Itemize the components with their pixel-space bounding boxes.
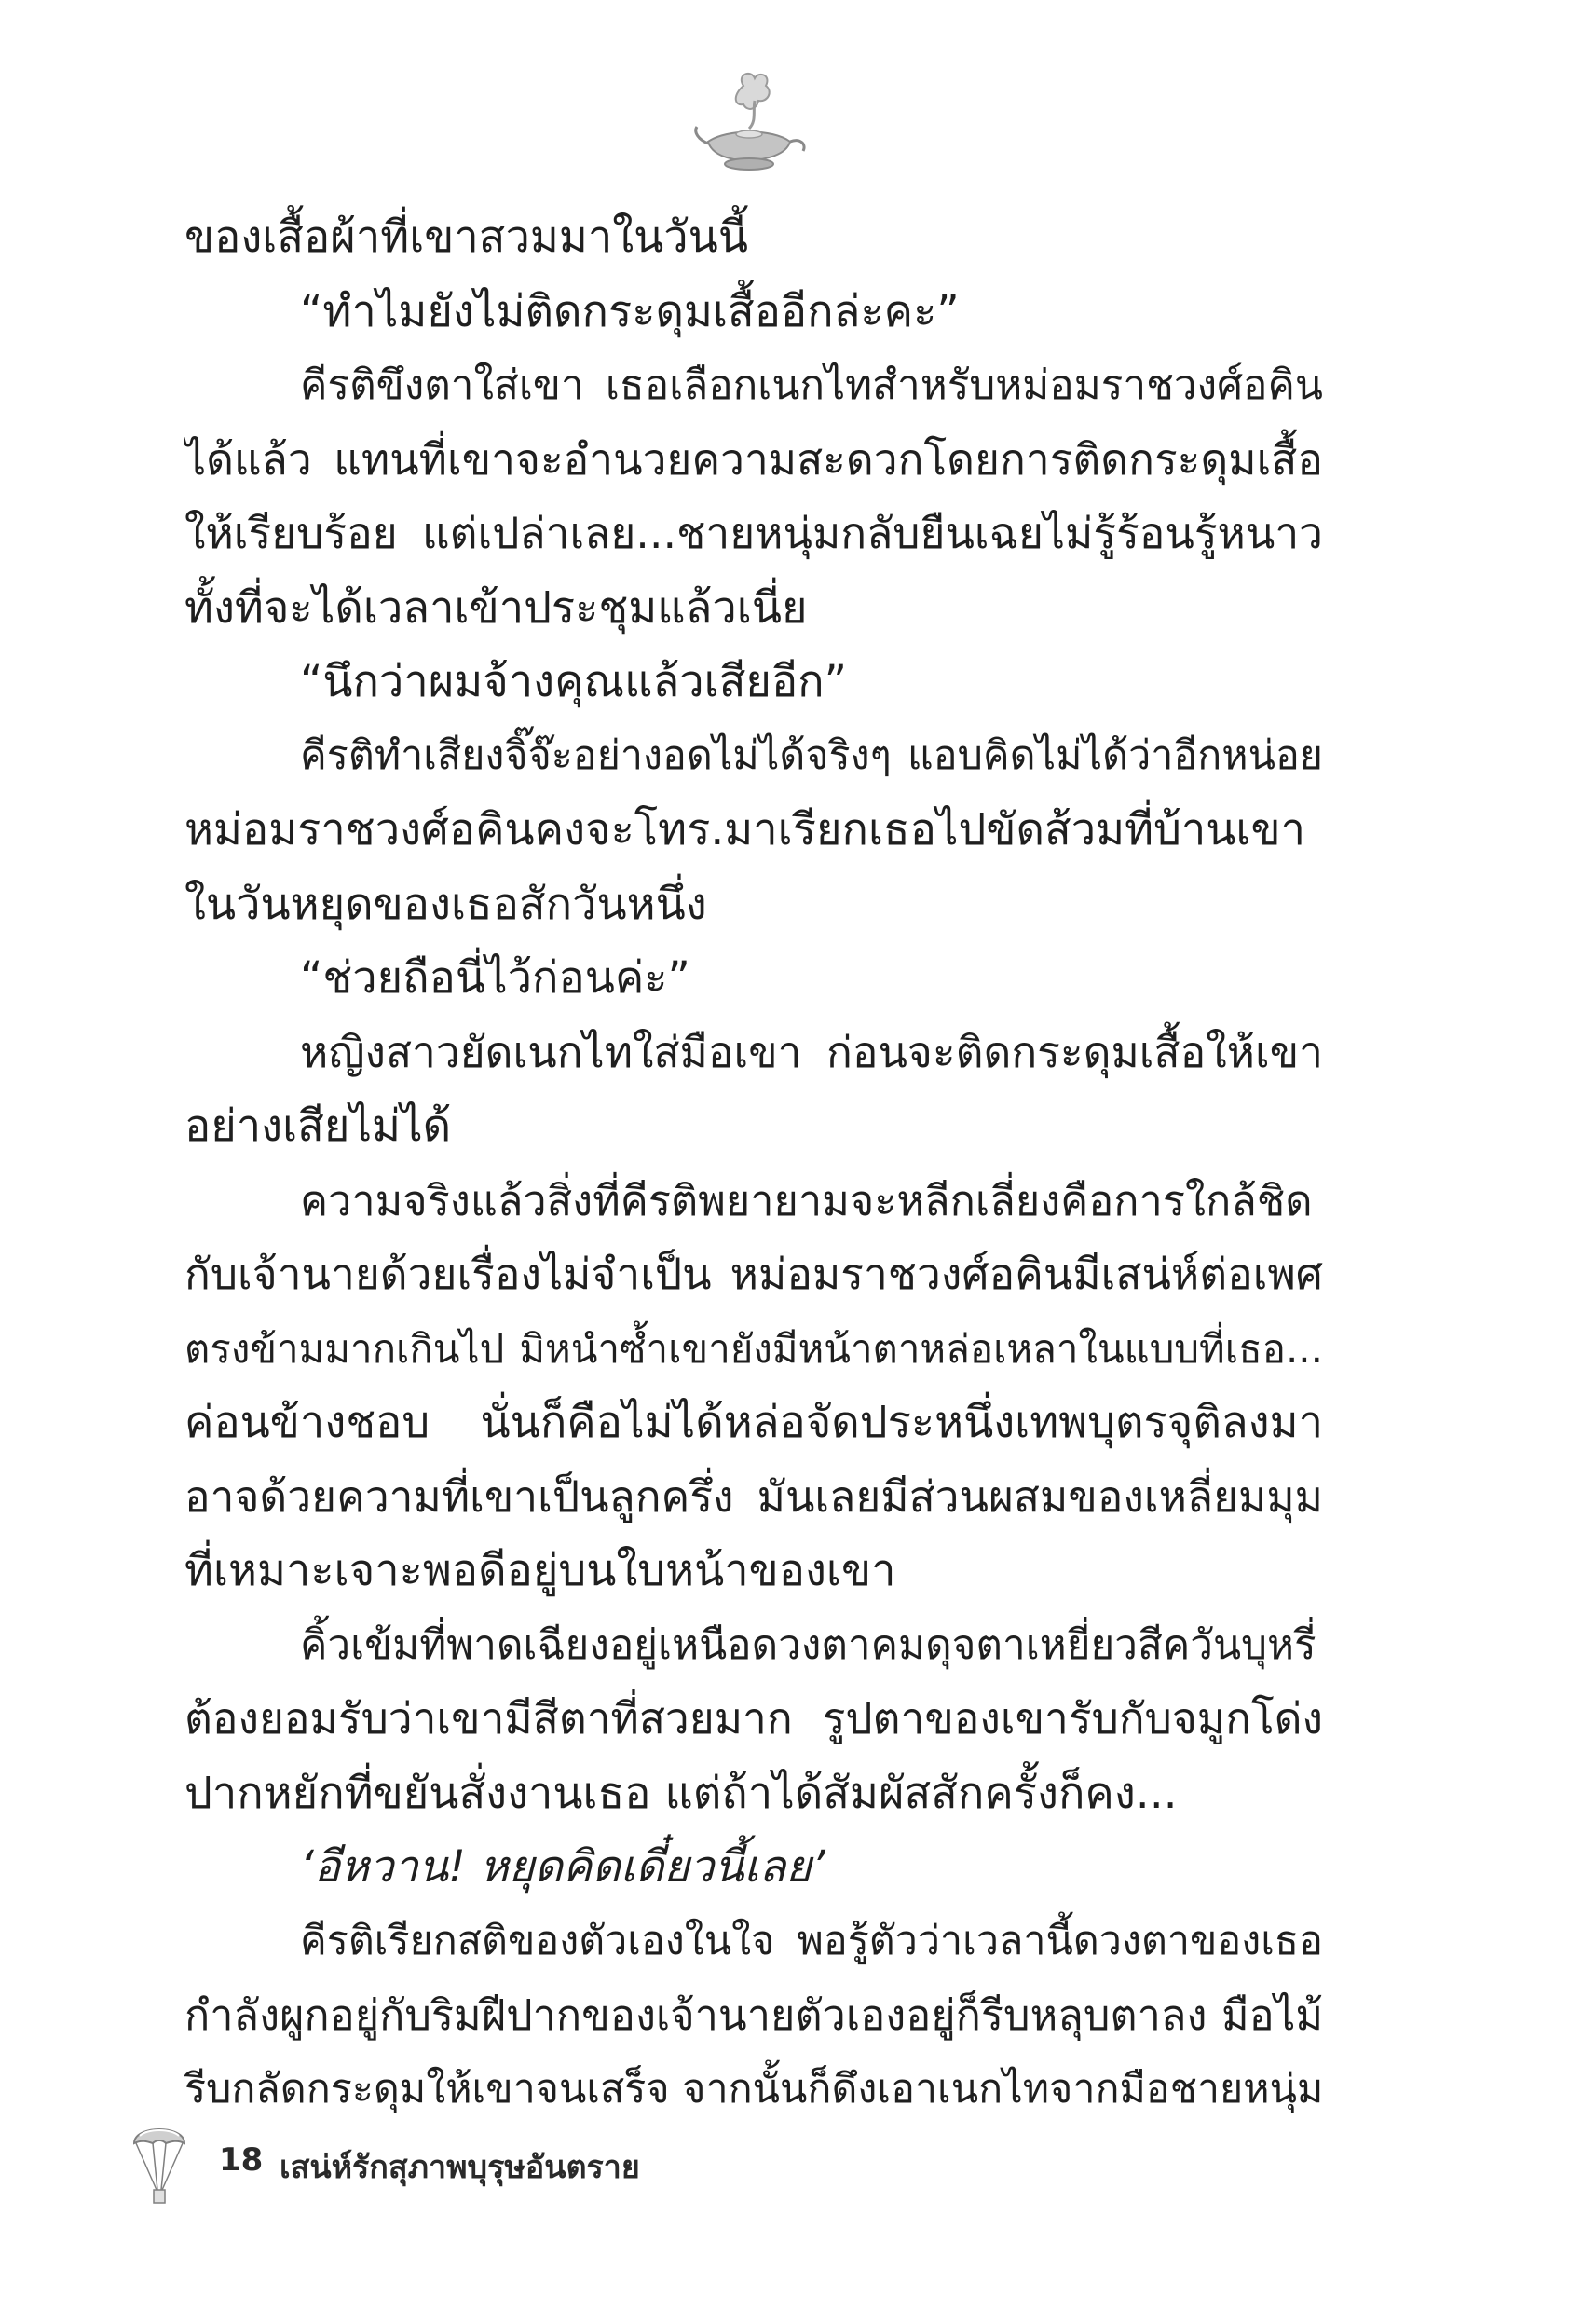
text-line: ของเสื้อผ้าที่เขาสวมมาในวันนี้ (184, 212, 748, 263)
body-text (184, 200, 1323, 2126)
text-line: ความจริงแล้วสิ่งที่คีรติพยายามจะหลีกเลี่ยงคือการใกล้ชิด (300, 1175, 1313, 1225)
text-line: ทั้งที่จะได้เวลาเข้าประชุมแล้วเนี่ย (184, 581, 808, 634)
text-line: “ช่วยถือนี่ไว้ก่อนค่ะ” (300, 952, 690, 1004)
parachute-icon (130, 2115, 188, 2218)
text-line: ที่เหมาะเจาะพอดีอยู่บนใบหน้าของเขา (184, 1545, 896, 1596)
text-line: ตรงข้ามมากเกินไป มิหนำซ้ำเขายังมีหน้าตาหล่อเหลาในแบบที่เธอ... (184, 1325, 1323, 1372)
text-line: กำลังผูกอยู่กับริมฝีปากของเจ้านายตัวเองอยู่ก็รีบหลุบตาลง มือไม้ (184, 1990, 1323, 2040)
page-number: 18 (219, 2141, 264, 2179)
text-line: คิ้วเข้มที่พาดเฉียงอยู่เหนือดวงตาคมดุจตาเหยี่ยวสีควันบุหรี่ (300, 1620, 1316, 1669)
text-line: หญิงสาวยัดเนกไทใส่มือเขา ก่อนจะติดกระดุมเสื้อให้เขา (300, 1026, 1323, 1077)
text-line: ต้องยอมรับว่าเขามีสีตาที่สวยมาก รูปตาของเขารับกับจมูกโด่ง (184, 1693, 1323, 1744)
text-line: ได้แล้ว แทนที่เขาจะอำนวยความสะดวกโดยการติดกระดุมเสื้อ (184, 433, 1323, 485)
text-line: กับเจ้านายด้วยเรื่องไม่จำเป็น หม่อมราชวงศ์อคินมีเสน่ห์ต่อเพศ (184, 1249, 1323, 1299)
text-line: คีรติขึงตาใส่เขา เธอเลือกเนกไทสำหรับหม่อมราชวงศ์อคิน (300, 362, 1323, 409)
text-line: ปากหยักที่ขยันสั่งงานเธอ แต่ถ้าได้สัมผัสสักครั้งก็คง... (184, 1767, 1178, 1819)
text-line: หม่อมราชวงศ์อคินคงจะโทร.มาเรียกเธอไปขัดส้วมที่บ้านเขา (184, 804, 1306, 855)
text-line: คีรติเรียกสติของตัวเองในใจ พอรู้ตัวว่าเวลานี้ดวงตาของเธอ (300, 1917, 1323, 1964)
text-line: ในวันหยุดของเธอสักวันหนึ่ง (184, 878, 707, 930)
text-line: ให้เรียบร้อย แต่เปล่าเลย...ชายหนุ่มกลับยืนเฉยไม่รู้ร้อนรู้หนาว (184, 508, 1323, 558)
page-footer (130, 2115, 1062, 2227)
text-line: อาจด้วยความที่เขาเป็นลูกครึ่ง มันเลยมีส่วนผสมของเหลี่ยมมุม (184, 1470, 1323, 1522)
text-line: “ทำไมยังไม่ติดกระดุมเสื้ออีกล่ะคะ” (300, 285, 960, 337)
book-title: เสน่ห์รักสุภาพบุรุษอันตราย (280, 2149, 640, 2186)
text-line: คีรติทำเสียงจิ๊จ๊ะอย่างอดไม่ได้จริงๆ แอบคิดไม่ได้ว่าอีกหน่อย (300, 732, 1323, 779)
text-line: “นึกว่าผมจ้างคุณแล้วเสียอีก” (300, 656, 847, 707)
text-line: รีบกลัดกระดุมให้เขาจนเสร็จ จากนั้นก็ดึงเอาเนกไทจากมือชายหนุ่ม (184, 2065, 1323, 2113)
genie-lamp-icon (689, 67, 811, 179)
text-line: อย่างเสียไม่ได้ (184, 1101, 452, 1152)
text-line: ค่อนข้างชอบ นั่นก็คือไม่ได้หล่อจัดประหนึ่งเทพบุตรจุติลงมา (184, 1397, 1323, 1448)
text-line: ‘อีหวาน! หยุดคิดเดี๋ยวนี้เลย’ (300, 1841, 825, 1893)
